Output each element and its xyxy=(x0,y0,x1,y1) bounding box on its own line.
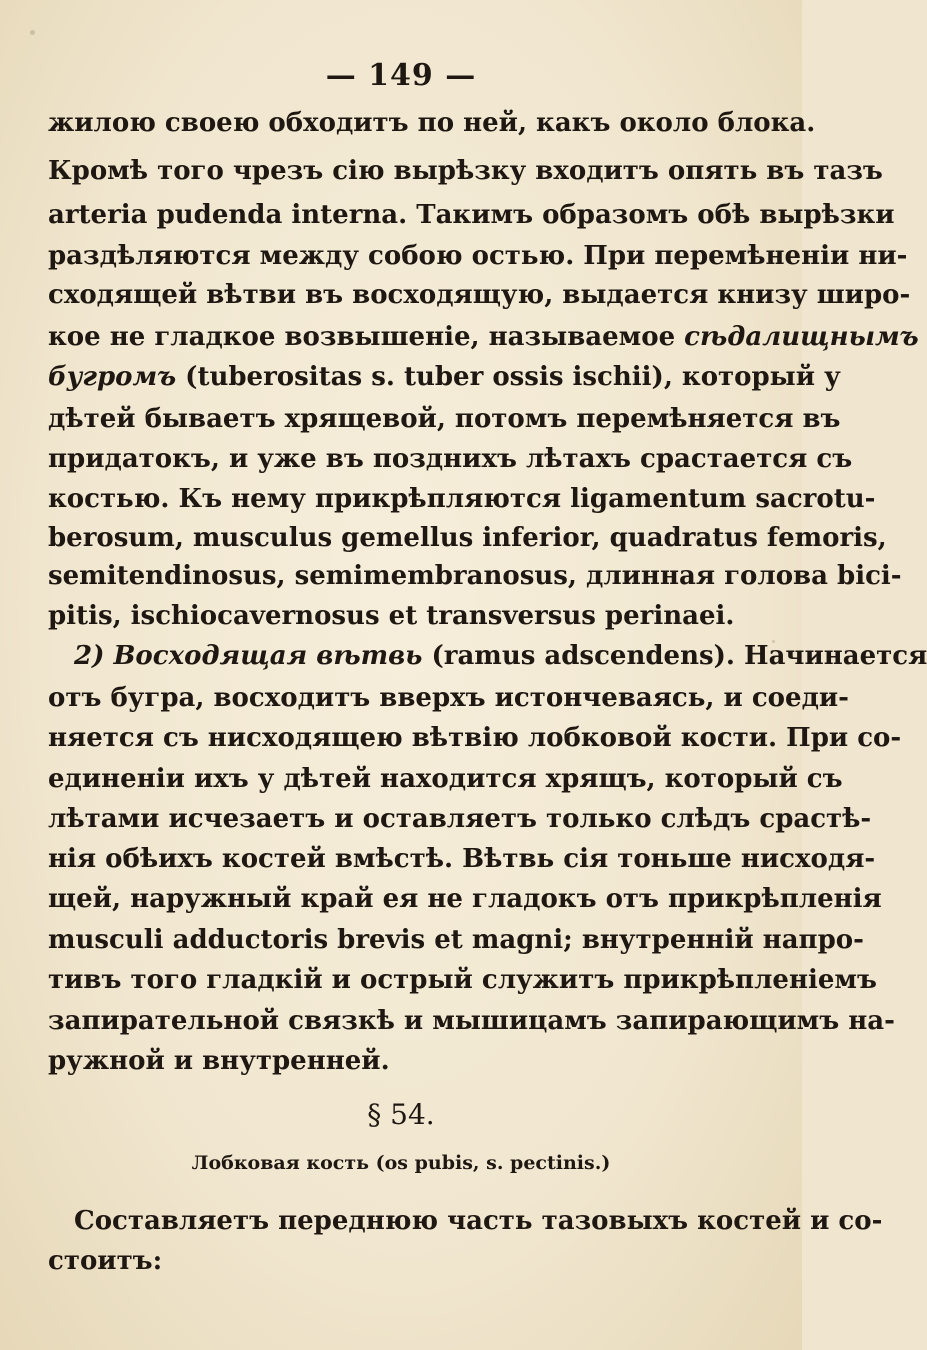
text-line: semitendinosus, semimembranosus, длинная голова bici- xyxy=(48,561,902,591)
text-line: жилою своею обходитъ по ней, какъ около блока. xyxy=(48,108,816,138)
text-line xyxy=(48,354,841,400)
text-line: стоитъ: xyxy=(48,1246,163,1276)
text-line: запирательной связкѣ и мышицамъ запирающимъ на- xyxy=(48,1006,895,1036)
text-line: berosum, musculus gemellus inferior, quadratus femoris, xyxy=(48,523,887,553)
page-number: — 149 — xyxy=(325,58,477,93)
italic-term: бугромъ xyxy=(48,362,177,392)
item-number: 2) xyxy=(74,641,114,671)
text-line: раздѣляются между собою остью. При перемѣненіи ни- xyxy=(48,241,908,271)
text-line: костью. Къ нему прикрѣпляются ligamentum sacrotu- xyxy=(48,484,876,514)
text-line: сходящей вѣтви въ восходящую, выдается книзу широ- xyxy=(48,280,911,310)
text-line: придатокъ, и уже въ позднихъ лѣтахъ срастается съ xyxy=(48,444,853,474)
text-line: musculi adductoris brevis et magni; внутренній напро- xyxy=(48,925,864,955)
text-line: няется съ нисходящею вѣтвію лобковой кости. При со- xyxy=(48,723,902,753)
text-line: pitis, ischiocavernosus et transversus perinaei. xyxy=(48,601,735,631)
section-title: Лобковая кость (os pubis, s. pectinis.) xyxy=(191,1152,611,1174)
text-line xyxy=(74,633,927,679)
italic-term: Восходящая вѣтвь xyxy=(113,641,423,671)
line-text: кое не гладкое возвышеніе, называемое xyxy=(48,322,685,352)
text-line: arteria pudenda interna. Такимъ образомъ обѣ вырѣзки xyxy=(48,200,895,230)
line-text: (ramus adscendens). Начинается xyxy=(422,641,927,671)
line-text: (tuberositas s. tuber ossis ischii), который у xyxy=(176,362,841,392)
text-line: Составляетъ переднюю часть тазовыхъ костей и со- xyxy=(74,1206,883,1236)
italic-term: сѣдалищнымъ xyxy=(684,322,919,352)
section-number: § 54. xyxy=(367,1098,435,1131)
text-line: нія обѣихъ костей вмѣстѣ. Вѣтвь сія тоньше нисходя- xyxy=(48,844,876,874)
paper-speck xyxy=(30,30,35,35)
text-line: щей, наружный край ея не гладокъ отъ прикрѣпленія xyxy=(48,884,882,914)
text-line: отъ бугра, восходитъ вверхъ истончеваясь, и соеди- xyxy=(48,683,849,713)
text-line: ружной и внутренней. xyxy=(48,1046,390,1076)
text-line: единеніи ихъ у дѣтей находится хрящъ, который съ xyxy=(48,764,843,794)
text-line: лѣтами исчезаетъ и оставляетъ только слѣдъ срастѣ- xyxy=(48,804,872,834)
text-line: дѣтей бываетъ хрящевой, потомъ перемѣняется въ xyxy=(48,404,841,434)
text-line: тивъ того гладкій и острый служитъ прикрѣпленіемъ xyxy=(48,965,877,995)
text-line: Кромѣ того чрезъ сію вырѣзку входитъ опять въ тазъ xyxy=(48,156,883,186)
